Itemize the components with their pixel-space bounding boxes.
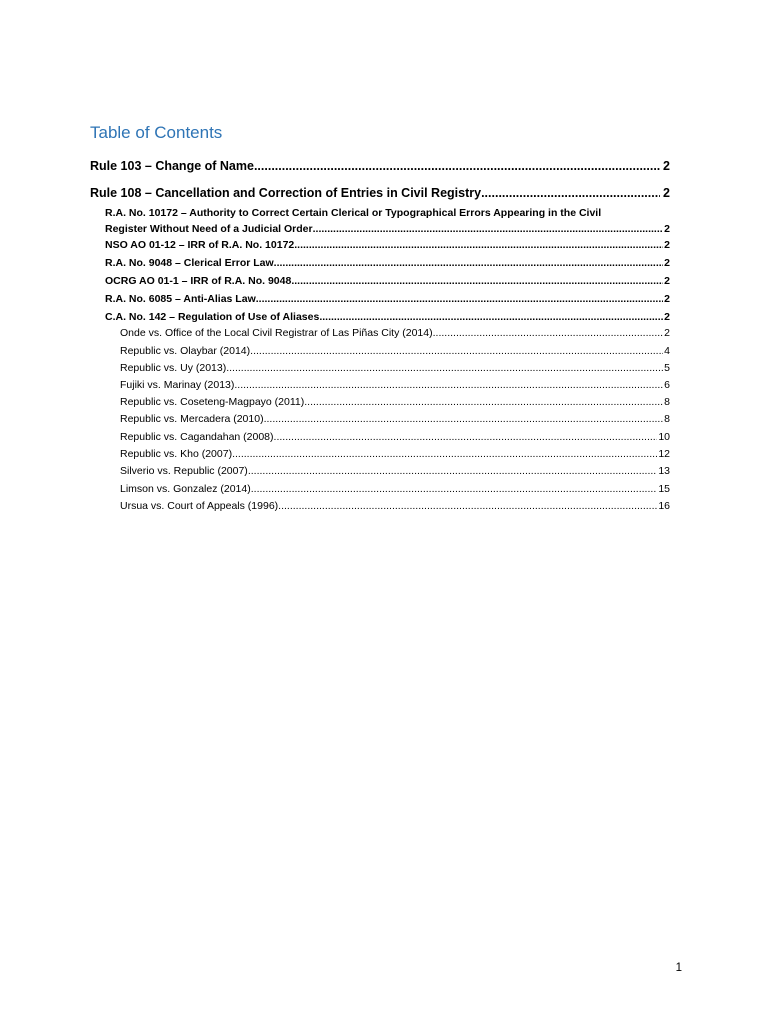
toc-page-number: 10 — [658, 431, 670, 443]
toc-entry-case[interactable] — [120, 498, 670, 515]
toc-entry-case[interactable] — [120, 429, 670, 446]
toc-leader-dots — [274, 429, 658, 446]
toc-entry-case[interactable] — [120, 343, 670, 360]
toc-entry-title: Rule 103 – Change of Name — [90, 159, 254, 173]
toc-page-number: 15 — [658, 483, 670, 495]
toc-leader-dots — [234, 377, 663, 394]
toc-entry-case[interactable] — [120, 463, 670, 480]
toc-entry-title: R.A. No. 9048 – Clerical Error Law — [105, 257, 274, 269]
toc-entry-ra-9048[interactable] — [105, 255, 670, 271]
toc-page-number: 8 — [664, 396, 670, 408]
toc-leader-dots — [264, 411, 664, 428]
toc-leader-dots — [313, 221, 664, 237]
toc-page-number: 2 — [664, 223, 670, 235]
toc-entry-ca-142[interactable] — [105, 309, 670, 325]
toc-entry-title: Republic vs. Cagandahan (2008) — [120, 431, 274, 443]
toc-entry-title: Republic vs. Kho (2007) — [120, 448, 233, 460]
page-number: 1 — [675, 962, 682, 974]
toc-heading: Table of Contents — [90, 123, 223, 142]
toc-entry-case[interactable] — [120, 394, 670, 411]
toc-entry-rule-108[interactable] — [90, 185, 670, 201]
toc-page-number: 4 — [664, 345, 670, 357]
toc-entry-title: Limson vs. Gonzalez (2014) — [120, 483, 251, 495]
toc-leader-dots — [254, 158, 660, 174]
toc-leader-dots — [291, 273, 663, 289]
toc-entry-title-line-2: Register Without Need of a Judicial Order — [105, 223, 313, 235]
toc-entry-ra-10172[interactable] — [105, 205, 670, 237]
toc-leader-dots — [304, 394, 663, 411]
toc-entry-case[interactable] — [120, 481, 670, 498]
toc-entry-ocrg-ao-01-1[interactable] — [105, 273, 670, 289]
toc-entry-case[interactable] — [120, 411, 670, 428]
toc-page-number: 6 — [664, 379, 670, 391]
toc-leader-dots — [251, 481, 658, 498]
toc-leader-dots — [481, 185, 660, 201]
toc-leader-dots — [250, 343, 663, 360]
toc-page-number: 16 — [658, 500, 670, 512]
toc-page-number: 2 — [663, 186, 670, 200]
toc-entry-case[interactable] — [120, 360, 670, 377]
toc-page-number: 12 — [658, 448, 670, 460]
toc-entry-title: Silverio vs. Republic (2007) — [120, 465, 248, 477]
toc-entry-case[interactable] — [120, 446, 670, 463]
toc-page-number: 13 — [658, 465, 670, 477]
toc-page-number: 2 — [664, 311, 670, 323]
toc-page-number: 2 — [664, 327, 670, 339]
toc-page-number: 8 — [664, 413, 670, 425]
toc-page-number: 2 — [664, 257, 670, 269]
toc-leader-dots — [232, 446, 657, 463]
toc-leader-dots — [433, 325, 664, 342]
toc-entry-title: Fujiki vs. Marinay (2013) — [120, 379, 235, 391]
toc-entry-title: Republic vs. Uy (2013) — [120, 362, 227, 374]
toc-entry-title: Ursua vs. Court of Appeals (1996) — [120, 500, 279, 512]
toc-entry-rule-103[interactable] — [90, 158, 670, 174]
toc-entry-title: OCRG AO 01-1 – IRR of R.A. No. 9048 — [105, 275, 292, 287]
toc-page-number: 2 — [664, 293, 670, 305]
toc-leader-dots — [256, 291, 663, 307]
toc-page-number: 2 — [663, 159, 670, 173]
toc-entry-title: Republic vs. Mercadera (2010) — [120, 413, 264, 425]
toc-entry-title: NSO AO 01-12 – IRR of R.A. No. 10172 — [105, 239, 295, 251]
toc-entry-title: Republic vs. Coseteng-Magpayo (2011) — [120, 396, 305, 408]
toc-entry-case[interactable] — [120, 325, 670, 342]
toc-page-number: 2 — [664, 275, 670, 287]
toc-leader-dots — [319, 309, 663, 325]
toc-leader-dots — [248, 463, 658, 480]
toc-entry-case[interactable] — [120, 377, 670, 394]
toc-entry-title: Republic vs. Olaybar (2014) — [120, 345, 251, 357]
toc-page-number: 5 — [664, 362, 670, 374]
toc-entry-title: C.A. No. 142 – Regulation of Use of Aliases — [105, 311, 320, 323]
toc-leader-dots — [274, 255, 664, 271]
toc-entry-title: R.A. No. 6085 – Anti-Alias Law — [105, 293, 256, 305]
toc-leader-dots — [278, 498, 657, 515]
toc-leader-dots — [294, 237, 663, 253]
toc-entry-nso-ao-01-12[interactable] — [105, 237, 670, 253]
toc-entry-ra-6085[interactable] — [105, 291, 670, 307]
toc-leader-dots — [226, 360, 663, 377]
toc-entry-title: Rule 108 – Cancellation and Correction of Entries in Civil Registry — [90, 186, 482, 200]
toc-entry-title: Onde vs. Office of the Local Civil Registrar of Las Piñas City (2014) — [120, 327, 433, 339]
toc-page-number: 2 — [664, 239, 670, 251]
toc-entry-title-line-1: R.A. No. 10172 – Authority to Correct Certain Clerical or Typographical Errors Appearing in the Civil — [105, 207, 602, 219]
